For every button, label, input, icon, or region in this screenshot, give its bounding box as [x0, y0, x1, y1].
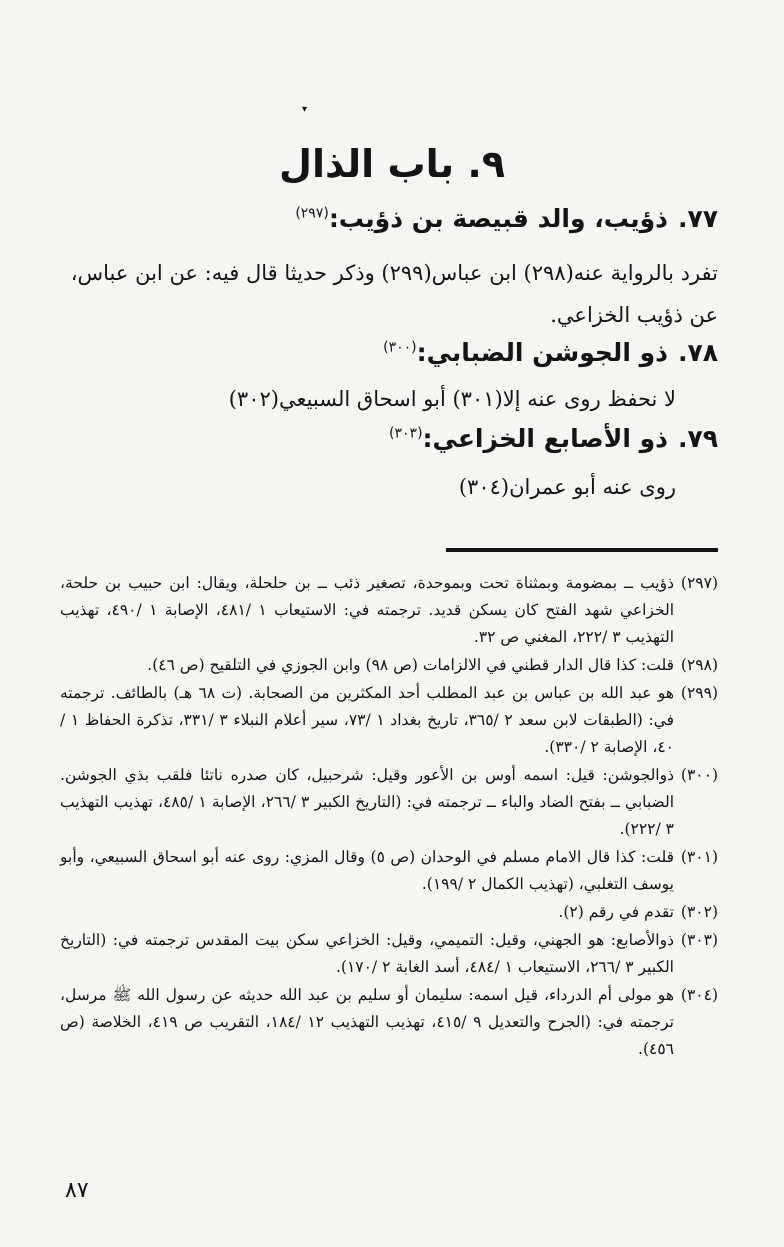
section-title: ٩. باب الذال [278, 142, 506, 186]
entry-ref: (٣٠٠) [383, 339, 417, 356]
footnote [60, 927, 718, 981]
footnote-number: (٣٠١) [680, 848, 718, 866]
footnote-text: ذوالأصابع: هو الجهني، وقيل: التميمي، وقيل: الخزاعي سكن بيت المقدس ترجمته في: (التاريخ الكبير ٣ /٢٦٦، الاستيعاب ١ /٤٨٤، أسد الغابة ٢ /١٧٠). [60, 931, 674, 976]
footnote-text: قلت: كذا قال الامام مسلم في الوحدان (ص ٥) وقال المزي: روى عنه أبو اسحاق السبيعي، وأبو يوسف التغلبي، (تهذيب الكمال ٢ /١٩٩). [60, 848, 674, 893]
entry-line: لا نحفظ روى عنه إلا(٣٠١) أبو اسحاق السبيعي(٣٠٢) [228, 387, 676, 411]
footnote-divider [446, 548, 718, 552]
footnote-number: (٢٩٩) [680, 684, 718, 702]
footnote [60, 844, 718, 898]
footnote [60, 982, 718, 1063]
footnote-number: (٣٠٢) [680, 903, 718, 921]
entry-text-77 [60, 252, 718, 336]
footnote-number: (٣٠٠) [680, 766, 718, 784]
entry-heading-79 [60, 424, 718, 453]
footnote-text: تقدم في رقم (٢). [558, 903, 674, 921]
entry-text-78 [60, 378, 676, 420]
footnote [60, 570, 718, 651]
entry-name: ذو الجوشن الضبابي: [416, 338, 668, 367]
entry-heading-77 [60, 204, 718, 233]
footnote-text: قلت: كذا قال الدار قطني في الالزامات (ص ٩٨) وابن الجوزي في التلقيح (ص ٤٦). [147, 656, 674, 674]
footnote-text: هو عبد الله بن عباس بن عبد المطلب أحد المكثرين من الصحابة. (ت ٦٨ هـ) بالطائف. ترجمته في: (الطبقات لابن سعد ٢ /٣٦٥، تاريخ بغداد ١ /٧٣، سير أعلام النبلاء ٣ /٣٣١، تذكرة الحفاظ ١ /٤٠، الإصابة ٢ /٣٣٠). [60, 684, 674, 756]
footnote-number: (٢٩٧) [680, 574, 718, 592]
footnote-number: (٢٩٨) [680, 656, 718, 674]
footnote [60, 762, 718, 843]
entry-ref: (٢٩٧) [295, 205, 329, 222]
footnote-text: هو مولى أم الدرداء، قيل اسمه: سليمان أو سليم بن عبد الله حديثه عن رسول الله ﷺ مرسل، ترجمته في: (الجرح والتعديل ٩ /٤١٥، تهذيب التهذيب ١٢ /١٨٤، التقريب ص ٤١٩، الخلاصة (ص ٤٥٦). [60, 986, 674, 1058]
footnote [60, 652, 718, 679]
footnote-number: (٣٠٤) [680, 986, 718, 1004]
entry-name: ذؤيب، والد قبيصة بن ذؤيب: [328, 204, 668, 233]
page-number: ٨٧ [65, 1178, 89, 1203]
entry-number: ٧٩. [677, 424, 718, 453]
entry-ref: (٣٠٣) [389, 425, 423, 442]
entry-line: تفرد بالرواية عنه(٢٩٨) ابن عباس(٢٩٩) وذكر حديثا قال فيه: عن ابن عباس، [70, 261, 718, 285]
footnote-text: ذؤيب ــ بمضومة وبمثناة تحت وبموحدة، تصغير ذئب ــ بن حلحلة، ويقال: ابن حبيب بن حلحة، الخزاعي شهد الفتح كان يسكن قديد. ترجمته في: الاستيعاب ١ /٤٨١، الإصابة ١ /٤٩٠، تهذيب التهذيب ٣ /٢٢٢، المغني ص ٣٢. [60, 574, 674, 646]
entry-name: ذو الأصابع الخزاعي: [422, 424, 668, 453]
footnote [60, 680, 718, 761]
entry-line: روى عنه أبو عمران(٣٠٤) [458, 475, 676, 499]
entry-heading-78 [60, 338, 718, 367]
footnote [60, 899, 718, 926]
entry-number: ٧٧. [677, 204, 718, 233]
footnotes [60, 570, 718, 1064]
footnote-number: (٣٠٣) [680, 931, 718, 949]
entry-text-79 [60, 466, 676, 508]
entry-number: ٧٨. [677, 338, 718, 367]
stray-mark: ▾ [302, 104, 308, 115]
entry-line: عن ذؤيب الخزاعي. [550, 303, 718, 327]
footnote-text: ذوالجوشن: قيل: اسمه أوس بن الأعور وقيل: شرحبيل، كان صدره ناتئا فلقب بذي الجوشن. الضبابي ــ بفتح الضاد والباء ــ ترجمته في: (التاريخ الكبير ٣ /٢٦٦، الإصابة ١ /٤٨٥، تهذيب التهذيب ٣ /٢٢٢). [60, 766, 675, 838]
